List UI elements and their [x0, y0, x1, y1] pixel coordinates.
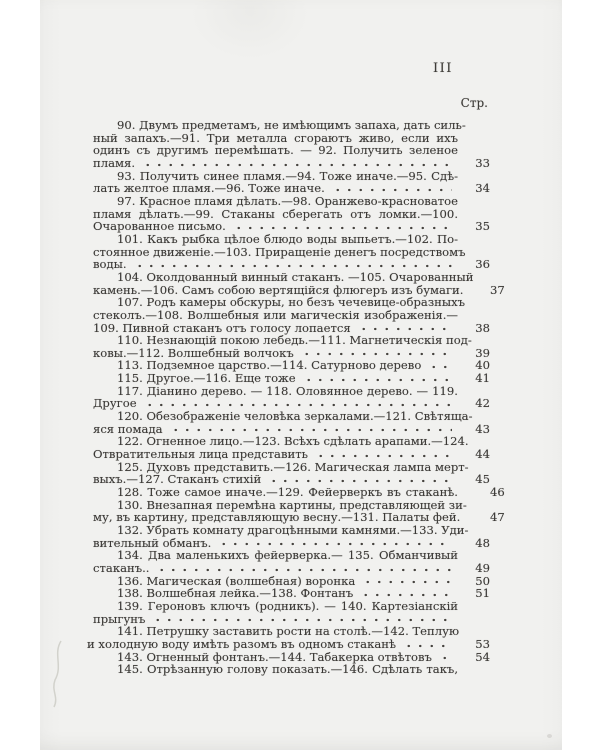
toc-line-text: 132. Убрать комнату драгоцѣнными камнями.—133. Уди- — [117, 523, 469, 537]
toc-line-text: лать желтое пламя.—96. Тоже иначе. — [93, 181, 325, 196]
page-number: 38 — [475, 320, 490, 335]
page-number: 48 — [475, 535, 490, 550]
dot-leader — [233, 225, 452, 231]
page-number: 34 — [475, 181, 490, 196]
toc-line — [93, 663, 490, 676]
toc-line — [93, 549, 490, 562]
page-number: 46 — [490, 485, 505, 500]
dot-leader — [152, 617, 452, 623]
dot-leader — [362, 579, 452, 585]
page-number: 49 — [475, 560, 490, 575]
page-number: 40 — [475, 358, 490, 373]
toc-line — [93, 600, 490, 613]
toc-line-text: 136. Магическая (волшебная) воронка — [117, 573, 356, 588]
toc-line-text: Очарованное письмо. — [93, 219, 226, 234]
page-number: 39 — [475, 345, 490, 360]
toc-line — [93, 144, 490, 157]
dot-leader — [358, 326, 452, 332]
dot-leader — [315, 453, 452, 459]
dot-leader — [218, 541, 452, 547]
toc-line-text: пламя. — [93, 155, 136, 170]
toc-line-text: стаканъ.. — [93, 560, 150, 575]
page-number: 45 — [475, 472, 490, 487]
toc-line — [93, 385, 490, 398]
toc-line-text: 143. Огненный фонтанъ.—144. Табакерка отвѣтовъ — [117, 649, 432, 664]
toc-line — [93, 625, 490, 638]
page-number: 37 — [490, 282, 505, 297]
toc-line-text: 134. Два маленькихъ фейерверка.— 135. Обманчивый — [117, 548, 458, 563]
page-number: 50 — [475, 573, 490, 588]
page-number: 47 — [490, 510, 505, 525]
toc-line-text: 101. Какъ рыбка цѣлое блюдо воды выпьетъ.—102. По- — [117, 231, 458, 246]
toc-line-text: 139. Героновъ ключъ (родникъ). — 140. Картезіанскій — [117, 598, 458, 613]
toc-line — [93, 246, 490, 259]
toc-line-text: 110. Незнающій покою лебедь.—111. Магнетическія под- — [117, 333, 472, 348]
dot-leader — [428, 364, 452, 370]
toc-line-text: вительный обманъ. — [93, 535, 212, 550]
page-column-header: Стр. — [460, 96, 488, 110]
page-number: 53 — [475, 636, 490, 651]
page-number: 44 — [475, 447, 490, 462]
page-number: 35 — [475, 219, 490, 234]
dot-leader — [360, 592, 452, 598]
toc-line-text: 113. Подземное царство.—114. Сатурново дерево — [117, 358, 422, 373]
toc-line-text: яся помада — [93, 421, 163, 436]
toc-line-text: 120. Обезображеніе человѣка зеркалами.—121. Свѣтяща- — [117, 409, 473, 424]
toc-line-text: Другое — [93, 396, 137, 411]
dot-leader — [332, 187, 452, 193]
pencil-mark-artifact — [46, 638, 72, 710]
toc-line-text: 138. Волшебная лейка.—138. Фонтанъ — [117, 586, 354, 601]
page-number: 36 — [475, 257, 490, 272]
toc-line-text: 115. Другое.—116. Еще тоже — [117, 371, 296, 386]
toc-line-text: 128. Тоже самое иначе.—129. Фейерверкъ въ стаканѣ. — [117, 485, 458, 500]
toc-line-text: 107. Родъ камеры обскуры, но безъ чечевице-образныхъ — [117, 295, 466, 310]
toc-line-text: ковы.—112. Волшебный волчокъ — [93, 345, 294, 360]
toc-line-text: 93. Получить синее пламя.—94. Тоже иначе.—95. Сдѣ- — [117, 168, 458, 183]
dot-leader — [439, 655, 452, 661]
page-number: 54 — [475, 649, 490, 664]
toc-line — [87, 638, 490, 651]
page-number: 43 — [475, 421, 490, 436]
toc-line-text: му, въ картину, представляющую весну.—131. Палаты фей. — [93, 510, 461, 525]
toc-line-text: выхъ.—127. Стаканъ стихій — [93, 472, 262, 487]
dot-leader — [301, 351, 452, 357]
toc-line-text: 90. Двумъ предметамъ, не имѣющимъ запаха, дать силь- — [117, 118, 466, 132]
toc-line-text: камень.—106. Самъ собою вертящійся флюгеръ изъ бумаги. — [93, 282, 464, 297]
toc-line-text: 122. Огненное лицо.—123. Всѣхъ сдѣлать арапами.—124. — [117, 434, 469, 449]
toc-line-text: Отвратительныя лица представить — [93, 447, 308, 462]
dot-leader — [144, 402, 452, 408]
toc-line-text: 109. Пивной стаканъ отъ голосу лопается — [93, 320, 351, 335]
table-of-contents — [87, 118, 505, 677]
toc-line-text: 141. Петрушку заставить рости на столѣ.—142. Теплую — [117, 624, 460, 639]
page-number: 41 — [475, 371, 490, 386]
scan-smudge-artifact — [190, 0, 310, 60]
toc-line-text: стоянное движеніе.—103. Приращеніе денегъ посредствомъ — [93, 244, 466, 259]
toc-line — [93, 334, 490, 347]
book-page — [40, 0, 562, 750]
dot-leader — [170, 427, 453, 433]
toc-line-text: 130. Внезапная перемѣна картины, представляющей зи- — [117, 497, 467, 512]
toc-line-text: воды. — [93, 257, 127, 272]
page-number: 51 — [475, 586, 490, 601]
dot-leader — [303, 377, 452, 383]
toc-line-text: 117. Діанино дерево. — 118. Оловянное дерево. — 119. — [117, 383, 458, 398]
dot-leader — [134, 263, 452, 269]
toc-line-text: 145. Отрѣзанную голову показать.—146. Сдѣлать такъ, — [117, 662, 458, 677]
page-number: 33 — [475, 155, 490, 170]
toc-line-text: ный запахъ.—91. Три металла сгораютъ живо, если ихъ — [93, 130, 458, 145]
toc-line-text: стеколъ.—108. Волшебныя или магическія изображенія.— — [93, 307, 458, 322]
dot-leader — [156, 567, 452, 573]
toc-line-text: прыгунъ — [93, 611, 146, 626]
scan-speck-artifact — [547, 734, 552, 738]
toc-line — [93, 309, 490, 322]
dot-leader — [403, 643, 452, 649]
toc-line-text: 97. Красное пламя дѣлать.—98. Оранжево-красноватое — [117, 193, 458, 208]
toc-line — [93, 410, 490, 423]
toc-line-text: одинъ съ другимъ перемѣшать. — 92. Получить зеленое — [93, 143, 458, 158]
page-folio-number: III — [433, 61, 453, 76]
toc-line-text: и холодную воду имѣть разомъ въ одномъ стаканѣ — [87, 636, 396, 651]
toc-line — [93, 562, 490, 575]
toc-line — [93, 524, 490, 537]
toc-line-text: 125. Духовъ представить.—126. Магическая лампа мерт- — [117, 459, 469, 474]
toc-line-text: 104. Околдованный винный стаканъ. —105. Очарованный — [117, 269, 474, 284]
page-number: 42 — [475, 396, 490, 411]
dot-leader — [268, 478, 452, 484]
dot-leader — [142, 162, 452, 168]
toc-line-text: пламя дѣлать.—99. Стаканы сберегать отъ ломки.—100. — [93, 206, 458, 221]
